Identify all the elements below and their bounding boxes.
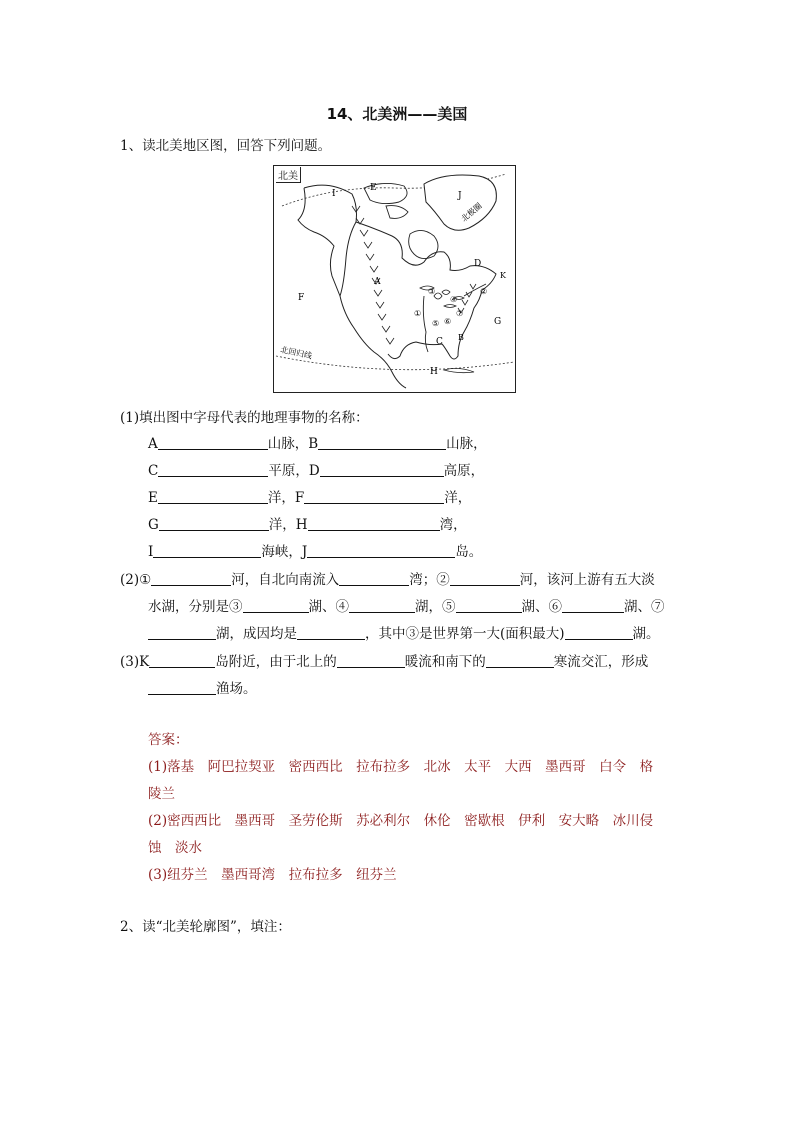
part-1-row-5: I 海峡，J 岛。 bbox=[148, 544, 483, 560]
map-number-5: ⑤ bbox=[432, 319, 440, 328]
answer-blank-a[interactable] bbox=[158, 435, 268, 450]
answer-blank-g[interactable] bbox=[159, 516, 269, 531]
answer-blank-i[interactable] bbox=[153, 543, 261, 558]
answer-1-line-1: (1)落基 阿巴拉契亚 密西西比 拉布拉多 北冰 太平 大西 墨西哥 白令 格 bbox=[148, 759, 654, 775]
answer-blank-b[interactable] bbox=[318, 435, 446, 450]
tropic-of-cancer-label: 北回归线 bbox=[279, 345, 313, 361]
answer-blank-lake-6[interactable] bbox=[562, 598, 624, 613]
answer-blank-cold-current[interactable] bbox=[486, 653, 554, 668]
map-number-1: ① bbox=[414, 309, 422, 318]
map-title-label: 北美 bbox=[276, 167, 301, 183]
answer-blank-fishery[interactable] bbox=[148, 680, 216, 695]
eastern-coast-shape bbox=[356, 222, 496, 359]
page-title: 14、北美洲——美国 bbox=[326, 105, 468, 123]
answer-3: (3)纽芬兰 墨西哥湾 拉布拉多 纽芬兰 bbox=[148, 867, 397, 883]
map-number-6: ⑥ bbox=[444, 317, 452, 326]
great-lakes-shape bbox=[420, 286, 464, 308]
map-graphic bbox=[274, 166, 515, 392]
part-1-row-4: G 洋，H 湾， bbox=[148, 517, 467, 533]
caribbean-islands-shape bbox=[444, 368, 474, 372]
part-1-row-2: C 平原，D 高原， bbox=[148, 463, 485, 479]
part-2-line-2: 水湖，分别是③ 湖、④ 湖，⑤ 湖、⑥ 湖、⑦ bbox=[148, 599, 665, 615]
question-1-prompt: 1、读北美地区图，回答下列问题。 bbox=[120, 138, 332, 154]
map-letter-i: I bbox=[332, 189, 336, 199]
map-letter-c: C bbox=[436, 337, 443, 347]
answer-blank-largest-lake[interactable] bbox=[565, 625, 633, 640]
answer-blank-island[interactable] bbox=[149, 653, 215, 668]
answer-blank-lake-3[interactable] bbox=[243, 598, 309, 613]
answer-2-line-1: (2)密西西比 墨西哥 圣劳伦斯 苏必利尔 休伦 密歇根 伊利 安大略 冰川侵 bbox=[148, 813, 654, 829]
answer-blank-f[interactable] bbox=[304, 489, 444, 504]
rocky-mountains-marks bbox=[352, 206, 394, 344]
answer-blank-river-1[interactable] bbox=[151, 571, 231, 586]
western-coast-shape bbox=[298, 185, 406, 388]
part-1-row-1: A 山脉，B 山脉， bbox=[148, 436, 487, 452]
arctic-island-2-shape bbox=[386, 206, 408, 219]
hudson-bay-shape bbox=[409, 230, 438, 258]
answer-1-line-2: 陵兰 bbox=[148, 786, 175, 802]
map-letter-g: G bbox=[494, 317, 502, 327]
map-letter-a: A bbox=[374, 277, 381, 287]
map-letter-f: F bbox=[298, 293, 305, 303]
answer-blank-lake-7[interactable] bbox=[148, 625, 216, 640]
north-america-map bbox=[273, 165, 516, 393]
answer-blank-origin[interactable] bbox=[297, 625, 365, 640]
part-3-line-2: 渔场。 bbox=[148, 680, 257, 698]
answer-blank-e[interactable] bbox=[158, 489, 268, 504]
map-letter-j: J bbox=[458, 191, 462, 201]
map-number-7: ⑦ bbox=[456, 309, 464, 318]
part-1-intro: (1)填出图中字母代表的地理事物的名称： bbox=[120, 410, 369, 426]
answer-blank-warm-current[interactable] bbox=[337, 653, 405, 668]
map-number-4: ④ bbox=[450, 295, 458, 304]
answer-2-line-2: 蚀 淡水 bbox=[148, 840, 202, 856]
answer-blank-h[interactable] bbox=[308, 516, 440, 531]
answer-blank-gulf[interactable] bbox=[339, 571, 409, 586]
answer-blank-j[interactable] bbox=[307, 543, 455, 558]
map-number-2: ② bbox=[480, 287, 488, 296]
answer-blank-c[interactable] bbox=[158, 462, 268, 477]
answers-label: 答案： bbox=[148, 732, 189, 748]
part-3-line-1: (3)K 岛附近，由于北上的 暖流和南下的 寒流交汇，形成 bbox=[120, 654, 649, 670]
part-2-line-1: (2)① 河，自北向南流入 湾；② 河，该河上游有五大淡 bbox=[120, 572, 655, 588]
answer-blank-river-2[interactable] bbox=[450, 571, 520, 586]
part-2-line-3: 湖，成因均是 ，其中③是世界第一大(面积最大) 湖。 bbox=[148, 625, 660, 643]
answer-blank-lake-5[interactable] bbox=[456, 598, 522, 613]
map-number-3: ③ bbox=[428, 287, 436, 296]
map-letter-b: B bbox=[458, 333, 464, 342]
answer-blank-lake-4[interactable] bbox=[349, 598, 415, 613]
part-1-row-3: E 洋，F 洋， bbox=[148, 490, 472, 506]
greenland-shape bbox=[424, 175, 496, 230]
map-letter-k: K bbox=[500, 271, 506, 280]
question-2-prompt: 2、读“北美轮廓图”，填注： bbox=[120, 919, 291, 935]
map-letter-e: E bbox=[370, 183, 377, 193]
tropic-of-cancer-line bbox=[276, 356, 514, 370]
map-letter-h: H bbox=[430, 367, 438, 377]
map-letter-d: D bbox=[474, 259, 482, 269]
arctic-circle-label: 北极圈 bbox=[459, 201, 484, 224]
answer-blank-d[interactable] bbox=[320, 462, 444, 477]
